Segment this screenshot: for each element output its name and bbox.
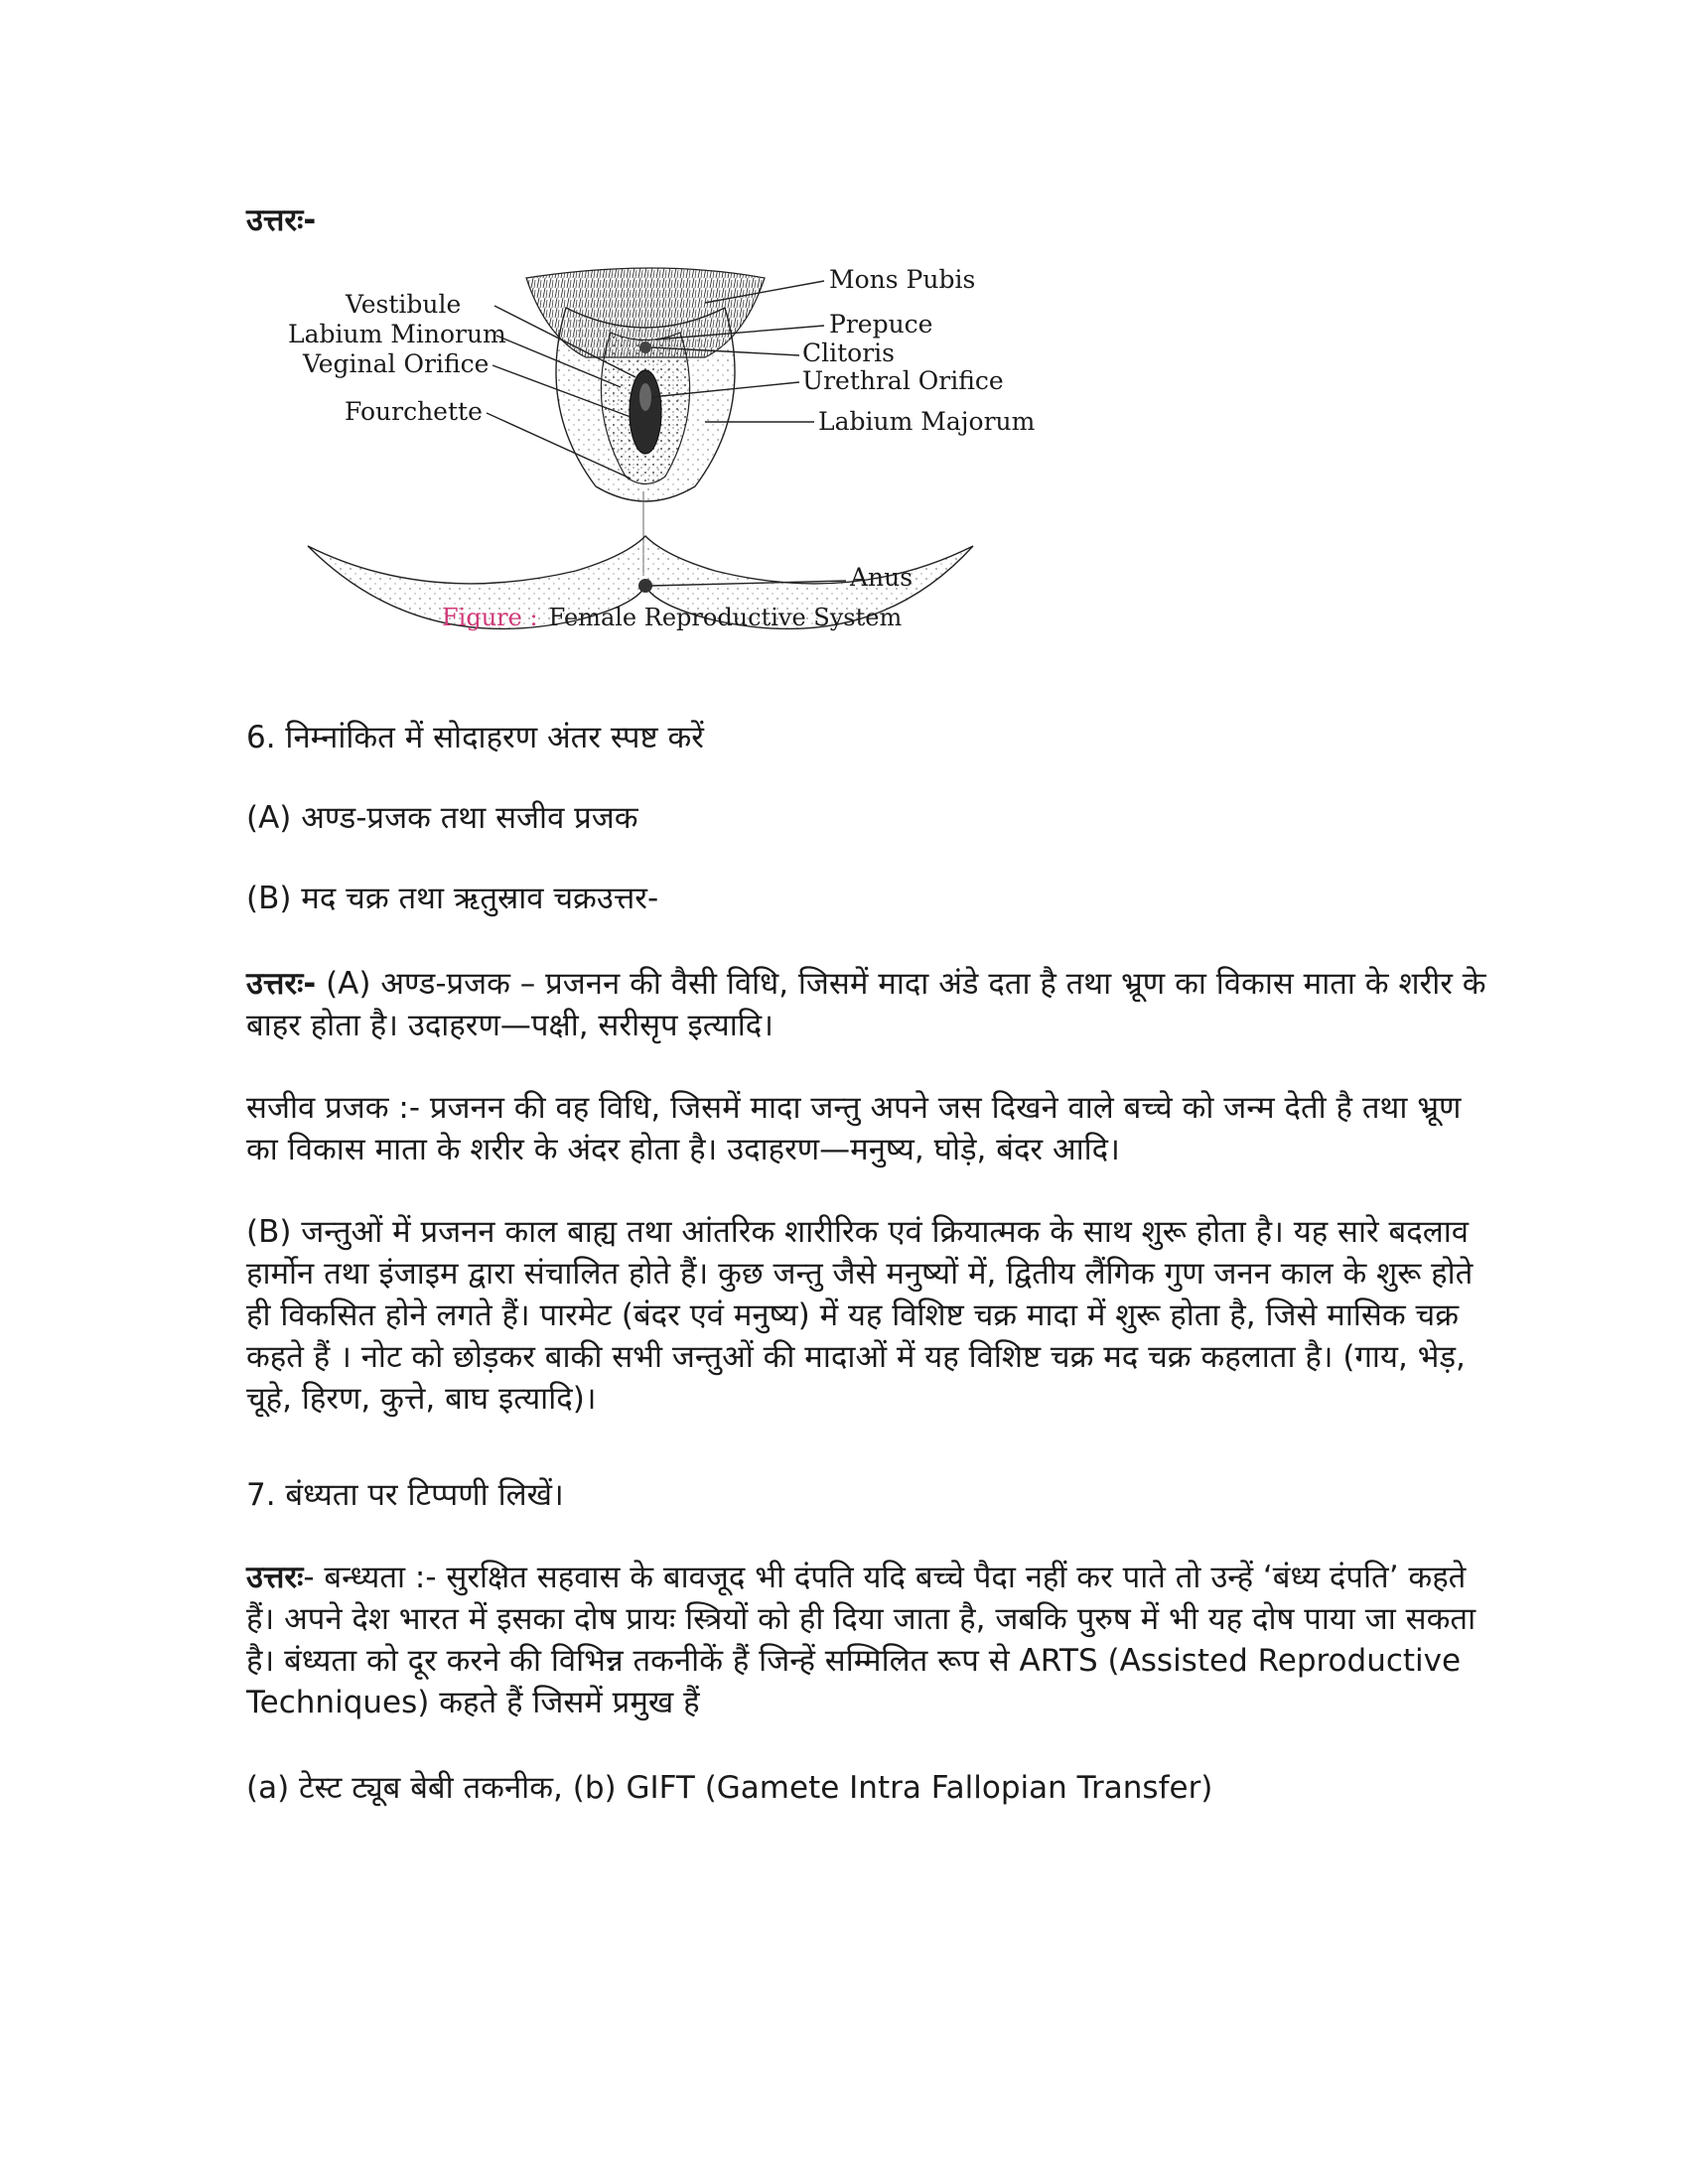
label-vaginal-orifice: Veginal Orifice [303,349,490,378]
figure-caption-text: Female Reproductive System [548,604,903,631]
label-clitoris: Clitoris [802,339,895,367]
label-prepuce: Prepuce [829,310,933,339]
answer-6-a-text: (A) अण्ड-प्रजक – प्रजनन की वैसी विधि, जिसमें मादा अंडे दता है तथा भ्रूण का विकास माता के शरीर के बाहर होता है। उदाहरण—पक्षी, सरीसृप इत्यादि। [246,966,1486,1043]
answer-7-techniques: (a) टेस्ट ट्यूब बेबी तकनीक, (b) GIFT (Gamete Intra Fallopian Transfer) [246,1770,1213,1806]
label-vestibule: Vestibule [346,290,462,319]
urethral-orifice-shape [639,383,651,411]
answer-7-label: उत्तरः [246,1560,304,1595]
label-labium-minorum: Labium Minorum [288,320,506,348]
question-6: 6. निम्नांकित में सोदाहरण अंतर स्पष्ट करें [246,720,704,755]
question-6-part-b: (B) मद चक्र तथा ऋतुस्राव चक्रउत्तर- [246,881,659,916]
label-labium-majorum: Labium Majorum [818,407,1036,436]
vaginal-orifice-shape [630,370,661,454]
question-7: 7. बंध्यता पर टिप्पणी लिखें। [246,1477,564,1513]
question-6-part-a: (A) अण्ड-प्रजक तथा सजीव प्रजक [246,800,638,836]
label-fourchette: Fourchette [345,397,483,426]
answer-7-text: - बन्ध्यता :- सुरक्षित सहवास के बावजूद भी दंपति यदि बच्चे पैदा नहीं कर पाते तो उन्हें ‘बंध्य दंपति’ कहते हैं। अपने देश भारत में इसका दोष प्रायः स्त्रियों को ही दिया जाता है, जबकि पुरुष में भी यह दोष पाया जा सकता है। बंध्यता को दूर करने की विभिन्न तकनीकें हैं जिन्हें सम्मिलित रूप से ARTS (Assisted Reproductive Techniques) कहते हैं जिसमें प्रमुख हैं [246,1560,1477,1720]
answer-6-viviparous: सजीव प्रजक :- प्रजनन की वह विधि, जिसमें मादा जन्तु अपने जस दिखने वाले बच्चे को जन्म देती है तथा भ्रूण का विकास माता के शरीर के अंदर होता है। उदाहरण—मनुष्य, घोड़े, बंदर आदि। [246,1090,1462,1167]
clitoris-shape [639,341,651,353]
female-reproductive-figure [238,248,1072,675]
answer-heading: उत्तरः- [246,203,317,238]
anatomy-diagram [238,248,1072,675]
figure-caption-prefix: Figure : [442,604,538,631]
anus-shape [638,579,652,593]
answer-7 [246,1557,1497,1723]
figure-caption [442,604,902,631]
answer-6-a [246,963,1497,1046]
label-urethral-orifice: Urethral Orifice [802,366,1004,395]
answer-6-b: (B) जन्तुओं में प्रजनन काल बाह्य तथा आंतरिक शारीरिक एवं क्रियात्मक के साथ शुरू होता है। यह सारे बदलाव हार्मोन तथा इंजाइम द्वारा संचालित होते हैं। कुछ जन्तु जैसे मनुष्यों में, द्वितीय लैंगिक गुण जनन काल के शुरू होते ही विकसित होने लगते हैं। पारमेट (बंदर एवं मनुष्य) में यह विशिष्ट चक्र मादा में शुरू होता है, जिसे मासिक चक्र कहते हैं । नोट को छोड़कर बाकी सभी जन्तुओं की मादाओं में यह विशिष्ट चक्र मद चक्र कहलाता है। (गाय, भेड़, चूहे, हिरण, कुत्ते, बाघ इत्यादि)। [246,1214,1474,1417]
label-anus: Anus [850,563,914,592]
label-mons-pubis: Mons Pubis [829,265,976,294]
answer-6-label: उत्तरः- [246,966,317,1002]
